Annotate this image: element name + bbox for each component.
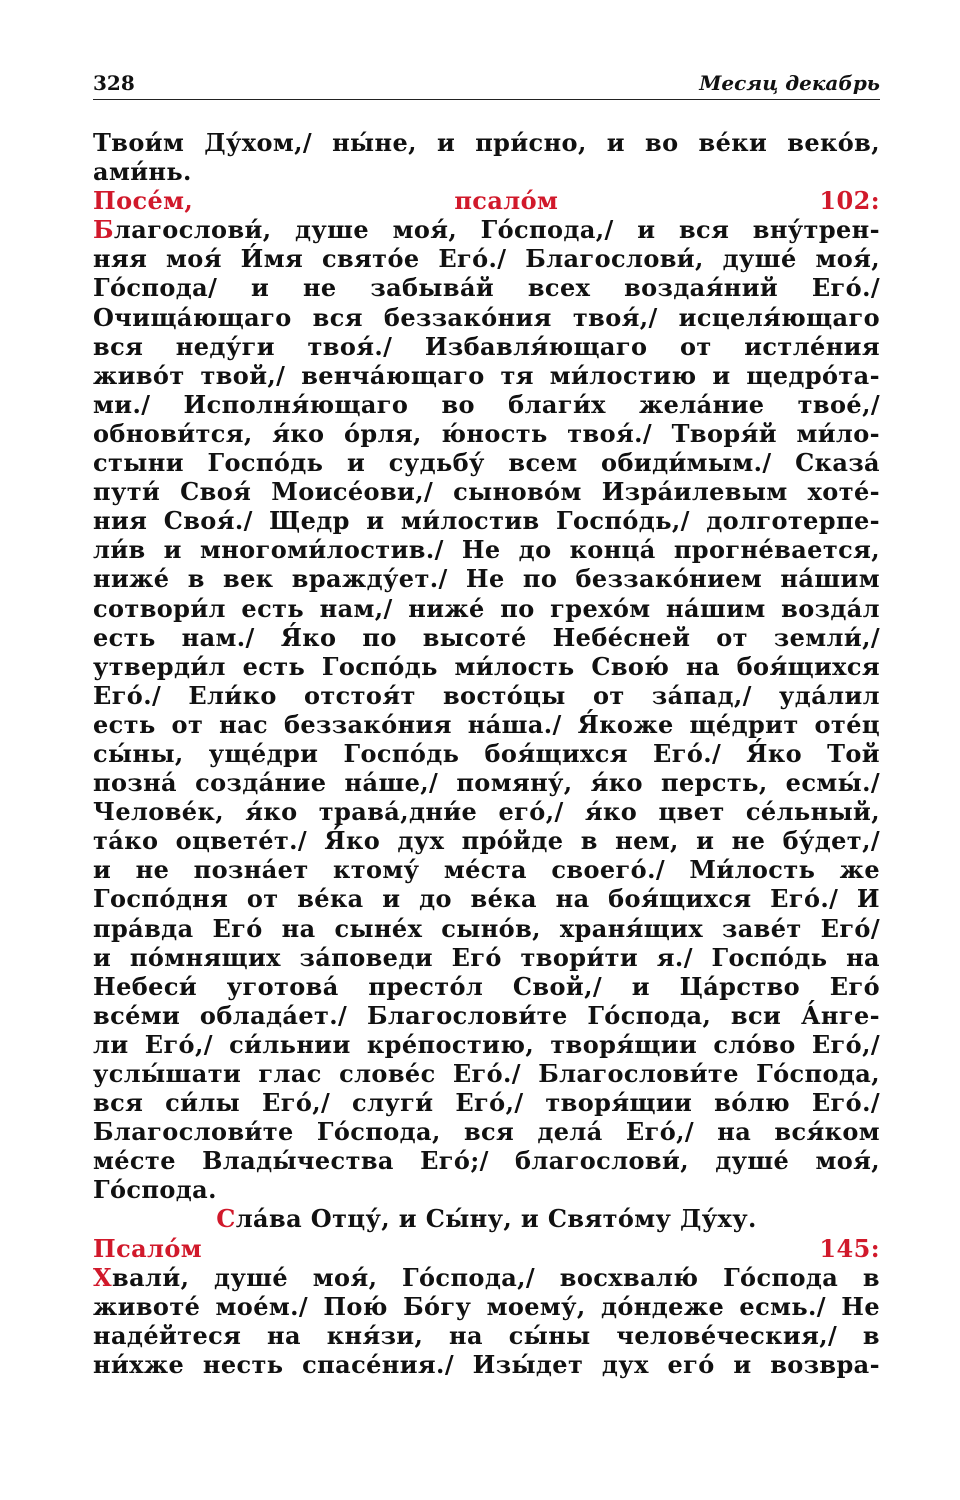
text-line bbox=[93, 1146, 880, 1175]
text-line bbox=[93, 594, 880, 623]
text-line bbox=[93, 797, 880, 826]
text-line bbox=[93, 710, 880, 739]
line-text: Псало́м 145: bbox=[93, 1233, 880, 1263]
line-text: Посе́м, псало́м 102: bbox=[93, 186, 880, 216]
rubric-heading bbox=[93, 1234, 880, 1263]
text-line bbox=[93, 215, 880, 244]
text-line bbox=[93, 1088, 880, 1117]
text-line bbox=[93, 884, 880, 913]
line-text: ниже́ в век вражду́ет./ Не по беззако́нием на́шим bbox=[93, 564, 880, 594]
text-line bbox=[93, 361, 880, 390]
line-text: Го́спода/ и не забыва́й всех воздая́ний Его́./ bbox=[93, 273, 880, 303]
rubric-heading bbox=[93, 186, 880, 215]
text-line bbox=[93, 1350, 880, 1379]
line-text: няя моя́ И́мя свято́е Его́./ Благослови́, душе́ моя́, bbox=[93, 244, 880, 274]
line-text: та́ко оцвете́т./ Я́ко дух про́йде в нем, и не бу́дет,/ bbox=[93, 826, 880, 856]
text-line bbox=[93, 535, 880, 564]
line-text: ла́ва Отцу́, и Сы́ну, и Свято́му Ду́ху. bbox=[235, 1204, 757, 1234]
text-line bbox=[93, 244, 880, 273]
text-line bbox=[93, 1204, 880, 1233]
line-text: ния Своя́./ Щедр и ми́лостив Госпо́дь,/ долготерпе- bbox=[93, 506, 880, 536]
line-text: живо́т твой,/ венча́ющаго тя ми́лостию и щедро́та- bbox=[93, 360, 880, 390]
line-text: ами́нь. bbox=[93, 157, 192, 187]
text-line bbox=[93, 768, 880, 797]
line-text: сы́ны, уще́дри Госпо́дь боя́щихся Его́./ Я́ко Той bbox=[93, 738, 880, 768]
running-title: Месяц декабрь bbox=[699, 71, 880, 95]
line-text: лагослови́, душе моя́, Го́спода,/ и вся вну́трен- bbox=[113, 215, 880, 245]
line-text: ми./ Исполня́ющаго во благи́х жела́ние твое́,/ bbox=[93, 389, 880, 419]
line-text: наде́йтеся на кня́зи, на сы́ны челове́ческия,/ в bbox=[93, 1320, 880, 1350]
line-text: ли Его́,/ си́льнии кре́постию, творя́щии сло́во Его́,/ bbox=[93, 1029, 880, 1059]
line-text: ли́в и многоми́лостив./ Не до конца́ прогне́вается, bbox=[93, 535, 880, 565]
line-text: Благослови́те Го́спода, вся дела́ Его́,/ на вся́ком bbox=[93, 1117, 880, 1147]
line-text: пра́вда Его́ на сыне́х сыно́в, храня́щих заве́т Его́/ bbox=[93, 913, 880, 943]
line-text: услы́шати глас слове́с Его́./ Благослови́те Го́спода, bbox=[93, 1059, 880, 1088]
text-line bbox=[93, 477, 880, 506]
text-line bbox=[93, 855, 880, 884]
text-line bbox=[93, 332, 880, 361]
text-line bbox=[93, 303, 880, 332]
line-text: есть нам./ Я́ко по высоте́ Небе́сней от земли́,/ bbox=[93, 622, 880, 652]
line-text: есть от нас беззако́ния на́ша./ Я́коже ще́дрит оте́ц bbox=[93, 709, 880, 739]
text-line bbox=[93, 157, 880, 186]
line-text: ни́хже несть спасе́ния./ Изы́дет дух его́ и возвра- bbox=[93, 1349, 880, 1379]
line-text: вся си́лы Его́,/ слуги́ Его́,/ творя́щии во́лю Его́./ bbox=[93, 1088, 880, 1118]
text-line bbox=[93, 1175, 880, 1204]
line-text: обнови́тся, я́ко о́рля, ю́ность твоя́./ Творя́й ми́ло- bbox=[93, 418, 880, 448]
line-text: стыни Госпо́дь и судьбу́ всем обиди́мым./ Сказа́ bbox=[93, 448, 880, 478]
text-line bbox=[93, 448, 880, 477]
text-line bbox=[93, 1117, 880, 1146]
line-text: Его́./ Ели́ко отстоя́т восто́цы от за́пад,/ уда́лил bbox=[93, 680, 880, 710]
line-text: Твои́м Ду́хом,/ ны́не, и при́сно, и во ве́ки веко́в, bbox=[93, 128, 880, 157]
text-line bbox=[93, 1001, 880, 1030]
text-line bbox=[93, 826, 880, 855]
line-text: вали́, душе́ моя́, Го́спода,/ восхвалю́ Го́спода в bbox=[112, 1262, 880, 1292]
text-line bbox=[93, 914, 880, 943]
text-line bbox=[93, 1059, 880, 1088]
text-line bbox=[93, 506, 880, 535]
text-line bbox=[93, 128, 880, 157]
line-text: Челове́к, я́ко трава́,дни́е его́,/ я́ко цвет се́льный, bbox=[93, 797, 880, 827]
line-text: Го́спода. bbox=[93, 1175, 217, 1205]
text-line bbox=[93, 419, 880, 448]
line-text: Небеси́ уготова́ престо́л Свой,/ и Ца́рство Его́ bbox=[93, 971, 880, 1001]
line-text: животе́ мое́м./ Пою́ Бо́гу моему́, до́ндеже есмь./ Не bbox=[93, 1291, 880, 1321]
page-number: 328 bbox=[93, 71, 135, 95]
line-text: утверди́л есть Госпо́дь ми́лость Свою́ на боя́щихся bbox=[93, 651, 880, 681]
text-line bbox=[93, 943, 880, 972]
line-text: и не позна́ет ктому́ ме́ста своего́./ Ми́лость же bbox=[93, 855, 880, 885]
text-line bbox=[93, 564, 880, 593]
text-line bbox=[93, 273, 880, 302]
line-text: все́ми облада́ет./ Благослови́те Го́спода, вси А́нге- bbox=[93, 1000, 880, 1030]
line-text: ме́сте Влады́чества Его́;/ благослови́, душе́ моя́, bbox=[93, 1146, 880, 1176]
red-initial-letter: Х bbox=[93, 1262, 113, 1292]
text-line bbox=[93, 652, 880, 681]
line-text: позна́ созда́ние на́ше,/ помяну́, я́ко персть, есмы́./ bbox=[93, 768, 880, 798]
red-initial-letter: С bbox=[216, 1204, 236, 1234]
line-text: Госпо́дня от ве́ка и до ве́ка на боя́щихся Его́./ И bbox=[93, 884, 880, 914]
red-initial-letter: Б bbox=[93, 215, 114, 245]
line-text: сотвори́л есть нам,/ ниже́ по грехо́м на́шим возда́л bbox=[93, 593, 880, 623]
line-text: Очища́ющаго вся беззако́ния твоя́,/ исцеля́ющаго bbox=[93, 302, 880, 332]
text-line bbox=[93, 739, 880, 768]
line-text: вся неду́ги твоя́./ Избавля́ющаго от истле́ния bbox=[93, 331, 880, 361]
text-line bbox=[93, 972, 880, 1001]
text-line bbox=[93, 1321, 880, 1350]
text-line bbox=[93, 390, 880, 419]
text-line bbox=[93, 623, 880, 652]
text-line bbox=[93, 1030, 880, 1059]
psalm-text bbox=[93, 128, 880, 1379]
text-line bbox=[93, 1292, 880, 1321]
running-head bbox=[93, 60, 880, 100]
line-text: и по́мнящих за́поведи Его́ твори́ти я./ Госпо́дь на bbox=[93, 942, 880, 972]
text-line bbox=[93, 1263, 880, 1292]
text-line bbox=[93, 681, 880, 710]
line-text: пути́ Своя́ Моисе́ови,/ сыново́м Изра́илевым хоте́- bbox=[93, 477, 880, 507]
